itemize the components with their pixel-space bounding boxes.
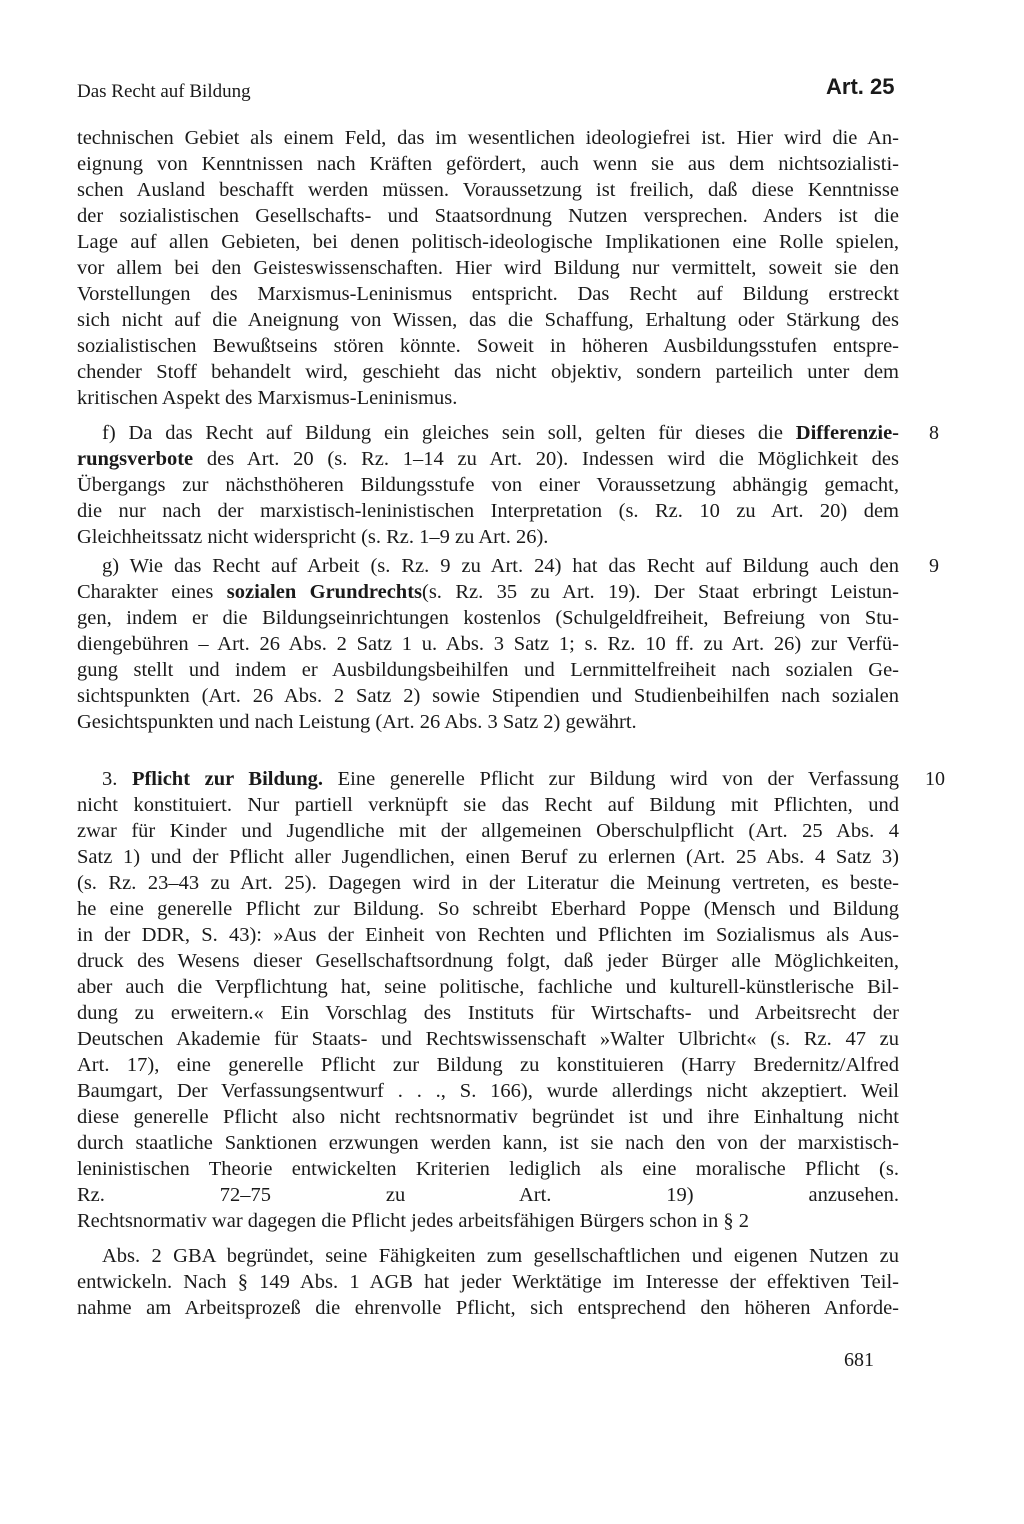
margin-number: 10: [925, 768, 945, 790]
text-line: nicht konstituiert. Nur partiell verknüpft sie das Recht auf Bildung mit Pflichten, und: [77, 794, 899, 816]
keyword: Differenzie-: [795, 422, 899, 444]
article-number: Art. 25: [826, 74, 895, 99]
section-heading-line: 3. Pflicht zur Bildung. Eine generelle Pflicht zur Bildung wird von der Verfassung: [102, 768, 899, 790]
margin-number: 8: [929, 422, 939, 444]
keyword: sozialen Grundrechts: [226, 581, 422, 603]
text-line: Rz. 72–75 zu Art. 19) anzusehen.: [77, 1184, 899, 1206]
text-line: leninistischen Theorie entwickelten Kriterien lediglich als eine moralische Pflicht (s.: [77, 1158, 899, 1180]
text-line: technischen Gebiet als einem Feld, das im wesentlichen ideologiefrei ist. Hier wird die An-: [77, 127, 899, 149]
text-line: schen Ausland beschafft werden müssen. Voraussetzung ist freilich, daß diese Kenntnisse: [77, 179, 899, 201]
text-line: sozialistischen Bewußtseins stören könnte. Soweit in höheren Ausbildungsstufen entspre-: [77, 335, 899, 357]
text-line: Baumgart, Der Verfassungsentwurf . . ., S. 166), wurde allerdings nicht akzeptiert. Weil: [77, 1080, 899, 1102]
text-line: (s. Rz. 23–43 zu Art. 25). Dagegen wird in der Literatur die Meinung vertreten, es beste-: [77, 872, 899, 894]
text-line: die nur nach der marxistisch-leninistischen Interpretation (s. Rz. 10 zu Art. 20) dem: [77, 500, 899, 522]
page-number: 681: [844, 1349, 874, 1371]
text-line: sichtspunkten (Art. 26 Abs. 2 Satz 2) sowie Stipendien und Studienbeihilfen nach sozialen: [77, 685, 899, 707]
text-line: chender Stoff behandelt wird, geschieht das nicht objektiv, sondern parteilich unter dem: [77, 361, 899, 383]
text-line: Übergangs zur nächsthöheren Bildungsstufe von einer Voraussetzung abhängig gemacht,: [77, 474, 899, 496]
text-line: durch staatliche Sanktionen erzwungen werden kann, ist sie nach den von der marxistisch-: [77, 1132, 899, 1154]
text-line: in der DDR, S. 43): »Aus der Einheit von Rechten und Pflichten im Sozialismus als Aus-: [77, 924, 899, 946]
text-line: vor allem bei den Geisteswissenschaften. Hier wird Bildung nur vermittelt, soweit sie den: [77, 257, 899, 279]
text-line: diese generelle Pflicht also nicht rechtsnormativ begründet ist und ihre Einhaltung nicht: [77, 1106, 899, 1128]
text-line: Gesichtspunkten und nach Leistung (Art. 26 Abs. 3 Satz 2) gewährt.: [77, 711, 637, 733]
keyword: rungsverbote: [77, 448, 194, 470]
margin-number: 9: [929, 555, 939, 577]
text-line: Rechtsnormativ war dagegen die Pflicht jedes arbeitsfähigen Bürgers schon in § 2: [77, 1210, 749, 1232]
text-line: nahme am Arbeitsprozeß die ehrenvolle Pflicht, sich entsprechend den höheren Anforde-: [77, 1297, 899, 1319]
section-heading: Pflicht zur Bildung.: [131, 768, 324, 790]
text-line: entwickeln. Nach § 149 Abs. 1 AGB hat jeder Werktätige im Interesse der effektiven Teil-: [77, 1271, 899, 1293]
text-line: rungsverbote des Art. 20 (s. Rz. 1–14 zu Art. 20). Indessen wird die Möglichkeit des: [77, 448, 899, 470]
text-line: Lage auf allen Gebieten, bei denen politisch-ideologische Implikationen eine Rolle spielen,: [77, 231, 899, 253]
text-line: aber auch die Verpflichtung hat, seine politische, fachliche und kulturell-künstlerische Bil-: [77, 976, 899, 998]
text-line: Deutschen Akademie für Staats- und Rechtswissenschaft »Walter Ulbricht« (s. Rz. 47 zu: [77, 1028, 899, 1050]
running-title: Das Recht auf Bildung: [77, 81, 251, 102]
text-line: der sozialistischen Gesellschafts- und Staatsordnung Nutzen versprechen. Anders ist die: [77, 205, 899, 227]
text-line: kritischen Aspekt des Marxismus-Leninismus.: [77, 387, 458, 409]
text-line: druck des Wesens dieser Gesellschaftsordnung folgt, daß jeder Bürger alle Möglichkeiten,: [77, 950, 899, 972]
text-line: Abs. 2 GBA begründet, seine Fähigkeiten zum gesellschaftlichen und eigenen Nutzen zu: [102, 1245, 899, 1267]
text-line: g) Wie das Recht auf Arbeit (s. Rz. 9 zu Art. 24) hat das Recht auf Bildung auch den: [102, 555, 899, 577]
text-line: gen, indem er die Bildungseinrichtungen kostenlos (Schulgeldfreiheit, Befreiung von Stu-: [77, 607, 899, 629]
text-line: Charakter eines sozialen Grundrechts(s. Rz. 35 zu Art. 19). Der Staat erbringt Leistun-: [77, 581, 899, 603]
text-line: zwar für Kinder und Jugendliche mit der allgemeinen Oberschulpflicht (Art. 25 Abs. 4: [77, 820, 899, 842]
text-line: Art. 17), eine generelle Pflicht zur Bildung zu konstituieren (Harry Bredernitz/Alfred: [77, 1054, 899, 1076]
text-line: Satz 1) und der Pflicht aller Jugendlichen, einen Beruf zu erlernen (Art. 25 Abs. 4 Satz 3): [77, 846, 899, 868]
text-line: dung zu erweitern.« Ein Vorschlag des Instituts für Wirtschafts- und Arbeitsrecht der: [77, 1002, 899, 1024]
text-line: [77, 1321, 899, 1347]
text-line: Gleichheitssatz nicht widerspricht (s. Rz. 1–9 zu Art. 26).: [77, 526, 549, 548]
text-line: sich nicht auf die Aneignung von Wissen, das die Schaffung, Erhaltung oder Stärkung des: [77, 309, 899, 331]
text-line: diengebühren – Art. 26 Abs. 2 Satz 1 u. Abs. 3 Satz 1; s. Rz. 10 ff. zu Art. 26) zur Verfü-: [77, 633, 899, 655]
text-line: he eine generelle Pflicht zur Bildung. So schreibt Eberhard Poppe (Mensch und Bildung: [77, 898, 899, 920]
text-line: f) Da das Recht auf Bildung ein gleiches sein soll, gelten für dieses die Differenzie-: [102, 422, 899, 444]
text-line: Vorstellungen des Marxismus-Leninismus entspricht. Das Recht auf Bildung erstreckt: [77, 283, 899, 305]
text-line: eignung von Kenntnissen nach Kräften gefördert, auch wenn sie aus dem nichtsozialisti-: [77, 153, 899, 175]
text-line: gung stellt und indem er Ausbildungsbeihilfen und Lernmittelfreiheit nach sozialen Ge-: [77, 659, 899, 681]
